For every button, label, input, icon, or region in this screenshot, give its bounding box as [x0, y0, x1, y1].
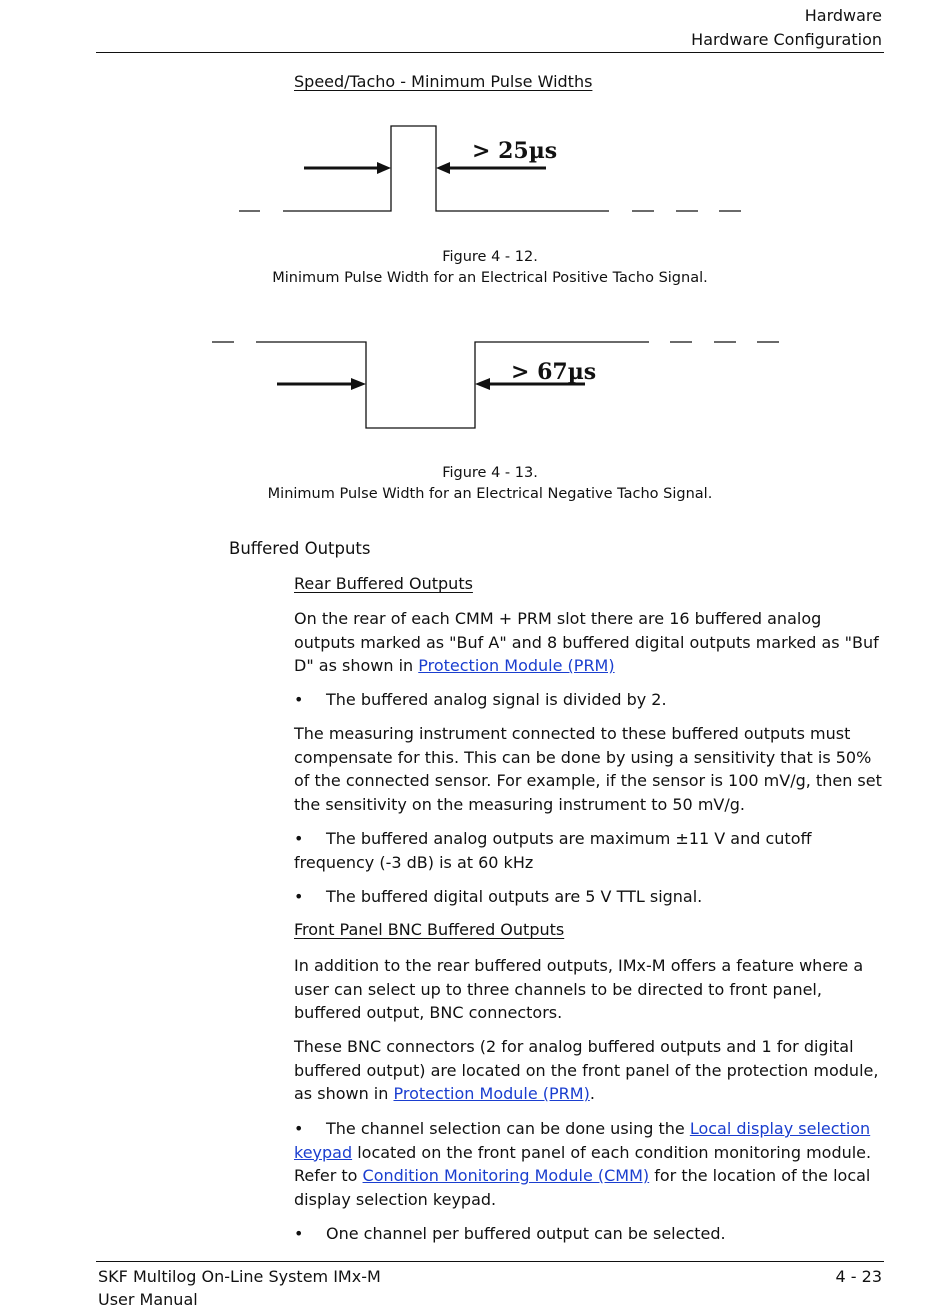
figure-positive-pulse-diagram [0, 110, 950, 230]
front-panel-bnc-heading: Front Panel BNC Buffered Outputs [294, 920, 565, 939]
bullet-marker: • [294, 887, 304, 906]
bullet-marker: • [294, 829, 304, 848]
pulse-width-label-25: > 25µs [472, 138, 558, 164]
rear-bullet-2: • The buffered analog outputs are maximum ±11 V and cutoff frequency (-3 dB) is at 60 kHz [294, 829, 812, 872]
page-number: 4 - 23 [835, 1267, 882, 1286]
footer-rule [96, 1261, 884, 1262]
rear-buffered-outputs-heading: Rear Buffered Outputs [294, 574, 473, 593]
header-chapter: Hardware Configuration [691, 30, 882, 49]
figure-4-12-number: Figure 4 - 12. [442, 249, 538, 265]
front-paragraph-2: These BNC connectors (2 for analog buffered outputs and 1 for digital buffered output) are located on the front panel of the protection module, as shown in Protection Module (PRM). [294, 1037, 879, 1103]
front-paragraph-1: In addition to the rear buffered outputs, IMx-M offers a feature where a user can select up to three channels to be directed to front panel, buffered output, BNC connectors. [294, 956, 864, 1022]
front-bullet-2: • One channel per buffered output can be selected. [294, 1222, 886, 1246]
bullet-marker: • [294, 1119, 304, 1138]
local-display-keypad-link[interactable]: Local display selection keypad [294, 1119, 871, 1162]
buffered-outputs-heading: Buffered Outputs [229, 539, 371, 558]
figure-4-13-number: Figure 4 - 13. [442, 465, 538, 481]
speed-tacho-heading: Speed/Tacho - Minimum Pulse Widths [294, 72, 593, 91]
header-section: Hardware [804, 6, 882, 25]
figure-negative-pulse-diagram [0, 320, 950, 440]
pulse-width-label-67: > 67µs [511, 359, 597, 385]
bullet-marker: • [294, 690, 304, 709]
figure-4-13-caption: Minimum Pulse Width for an Electrical Negative Tacho Signal. [267, 486, 713, 502]
footer-product: SKF Multilog On-Line System IMx-M [98, 1267, 381, 1286]
rear-paragraph-1: On the rear of each CMM + PRM slot there are 16 buffered analog outputs marked as "Buf A" and 8 buffered digital outputs marked as "Buf D" as shown in Protection Module (PRM) [294, 609, 879, 675]
front-bullet-1: • The channel selection can be done using the Local display selection keypad located on the front panel of each condition monitoring module. Refer to Condition Monitoring Module (CMM) for the location of the local display selection keypad. [294, 1119, 872, 1209]
figure-4-12-caption: Minimum Pulse Width for an Electrical Positive Tacho Signal. [272, 270, 708, 286]
rear-bullet-3: • The buffered digital outputs are 5 V TTL signal. [294, 885, 886, 909]
protection-module-link-2[interactable]: Protection Module (PRM) [393, 1084, 590, 1103]
condition-monitoring-module-link[interactable]: Condition Monitoring Module (CMM) [362, 1166, 650, 1185]
protection-module-link[interactable]: Protection Module (PRM) [418, 656, 615, 675]
rear-paragraph-2: The measuring instrument connected to these buffered outputs must compensate for this. This can be done by using a sensitivity that is 50% of the connected sensor. For example, if the sensor is 100 mV/g, then set the sensitivity on the measuring instrument to 50 mV/g. [294, 724, 882, 814]
header-rule [96, 52, 884, 53]
footer-document: User Manual [98, 1290, 198, 1309]
rear-bullet-1: • The buffered analog signal is divided by 2. [294, 688, 886, 712]
bullet-marker: • [294, 1224, 304, 1243]
